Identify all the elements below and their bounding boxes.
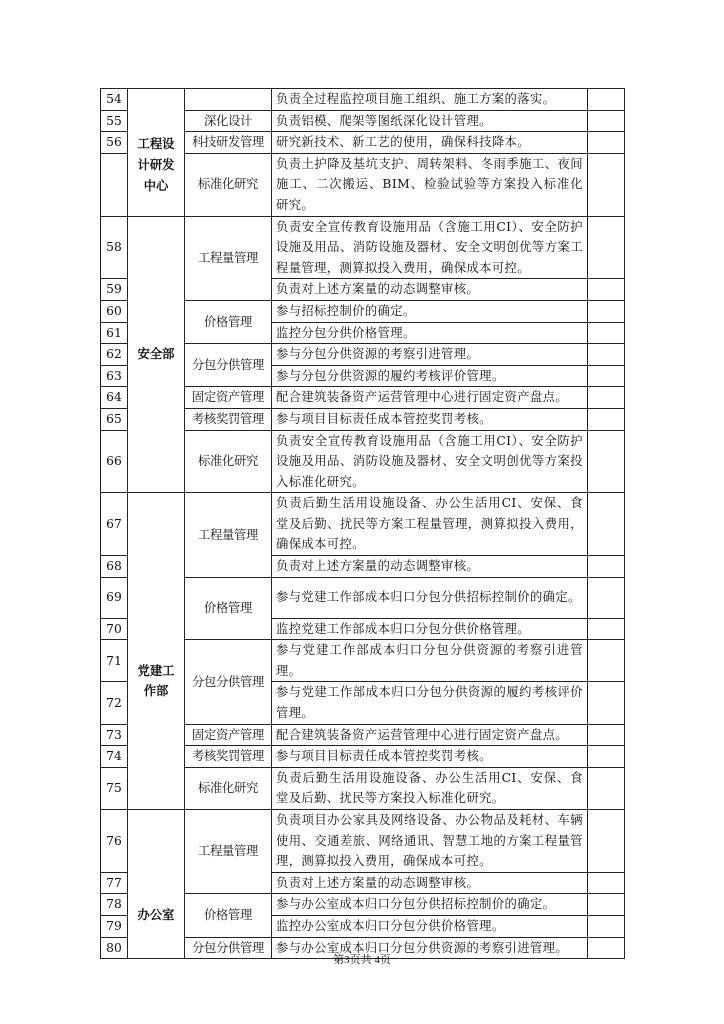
row-number: 63 — [101, 365, 128, 387]
category-cell: 标准化研究 — [185, 153, 272, 216]
description-cell: 负责后勤生活用设施设备、办公生活用CI、安保、食堂及后勤、扰民等方案投入标准化研究。 — [272, 767, 588, 809]
category-cell: 固定资产管理 — [185, 724, 272, 746]
row-number: 60 — [101, 300, 128, 322]
blank-cell — [588, 767, 625, 809]
category-cell: 工程量管理 — [185, 216, 272, 300]
row-number: 70 — [101, 618, 128, 640]
department-name: 工程设计研发中心 — [137, 137, 175, 193]
row-number: 80 — [101, 937, 128, 959]
row-number: 59 — [101, 279, 128, 301]
table-row — [101, 493, 625, 556]
department-cell — [128, 493, 185, 810]
row-number: 71 — [101, 640, 128, 682]
row-number: 56 — [101, 132, 128, 154]
category-cell: 分包分供管理 — [185, 344, 272, 387]
page-footer: 第3页共 4页 — [333, 954, 391, 966]
description-cell: 负责安全宣传教育设施用品（含施工用CI）、安全防护设施及用品、消防设施及器材、安全文明创优等方案投入标准化研究。 — [272, 430, 588, 493]
blank-cell — [588, 300, 625, 322]
row-number: 75 — [101, 767, 128, 809]
category-cell: 考核奖罚管理 — [185, 408, 272, 430]
description-cell: 负责对上述方案量的动态调整审核。 — [272, 872, 588, 894]
department-cell — [128, 89, 185, 217]
blank-cell — [588, 344, 625, 366]
blank-cell — [588, 872, 625, 894]
department-name: 党建工作部 — [137, 663, 175, 699]
blank-cell — [588, 110, 625, 132]
row-number: 78 — [101, 894, 128, 916]
description-cell: 参与办公室成本归口分包分供资源的考察引进管理。 — [272, 937, 588, 959]
row-number: 79 — [101, 915, 128, 937]
description-cell: 参与党建工作部成本归口分包分供资源的履约考核评价管理。 — [272, 682, 588, 724]
description-cell: 参与招标控制价的确定。 — [272, 300, 588, 322]
category-cell: 标准化研究 — [185, 430, 272, 493]
category-cell: 分包分供管理 — [185, 640, 272, 724]
row-number: 61 — [101, 322, 128, 344]
row-number: 72 — [101, 682, 128, 724]
blank-cell — [588, 894, 625, 916]
row-number: 62 — [101, 344, 128, 366]
row-number: 54 — [101, 89, 128, 111]
description-cell: 负责全过程监控项目施工组织、施工方案的落实。 — [272, 89, 588, 111]
row-number: 73 — [101, 724, 128, 746]
row-number: 69 — [101, 577, 128, 618]
cost-responsibility-table — [100, 88, 625, 959]
blank-cell — [588, 322, 625, 344]
row-number — [101, 153, 128, 216]
blank-cell — [588, 132, 625, 154]
description-cell: 配合建筑装备资产运营管理中心进行固定资产盘点。 — [272, 724, 588, 746]
row-number: 67 — [101, 493, 128, 556]
blank-cell — [588, 216, 625, 279]
description-cell: 参与党建工作部成本归口分包分供招标控制价的确定。 — [272, 577, 588, 618]
category-cell: 工程量管理 — [185, 493, 272, 577]
table-row — [101, 810, 625, 873]
description-cell: 参与分包分供资源的履约考核评价管理。 — [272, 365, 588, 387]
blank-cell — [588, 682, 625, 724]
description-cell: 负责土护降及基坑支护、周转架料、冬雨季施工、夜间施工、二次搬运、BIM、检验试验等方案投入标准化研究。 — [272, 153, 588, 216]
description-cell: 配合建筑装备资产运营管理中心进行固定资产盘点。 — [272, 387, 588, 409]
row-number: 58 — [101, 216, 128, 279]
row-number: 65 — [101, 408, 128, 430]
category-cell — [185, 89, 272, 111]
blank-cell — [588, 89, 625, 111]
blank-cell — [588, 640, 625, 682]
description-cell: 监控办公室成本归口分包分供价格管理。 — [272, 915, 588, 937]
blank-cell — [588, 387, 625, 409]
blank-cell — [588, 746, 625, 768]
description-cell: 研究新技术、新工艺的使用，确保科技降本。 — [272, 132, 588, 154]
category-cell: 价格管理 — [185, 300, 272, 343]
blank-cell — [588, 493, 625, 556]
row-number: 66 — [101, 430, 128, 493]
row-number: 64 — [101, 387, 128, 409]
category-cell: 分包分供管理 — [185, 937, 272, 959]
blank-cell — [588, 915, 625, 937]
blank-cell — [588, 724, 625, 746]
category-cell: 标准化研究 — [185, 767, 272, 809]
description-cell: 参与分包分供资源的考察引进管理。 — [272, 344, 588, 366]
row-number: 74 — [101, 746, 128, 768]
blank-cell — [588, 408, 625, 430]
table-row — [101, 89, 625, 111]
blank-cell — [588, 153, 625, 216]
category-cell: 固定资产管理 — [185, 387, 272, 409]
description-cell: 监控分包分供价格管理。 — [272, 322, 588, 344]
row-number: 76 — [101, 810, 128, 873]
description-cell: 参与项目目标责任成本管控奖罚考核。 — [272, 408, 588, 430]
description-cell: 参与项目目标责任成本管控奖罚考核。 — [272, 746, 588, 768]
description-cell: 参与办公室成本归口分包分供招标控制价的确定。 — [272, 894, 588, 916]
description-cell: 负责安全宣传教育设施用品（含施工用CI）、安全防护设施及用品、消防设施及器材、安全文明创优等方案工程量管理，测算拟投入费用，确保成本可控。 — [272, 216, 588, 279]
blank-cell — [588, 618, 625, 640]
category-cell: 科技研发管理 — [185, 132, 272, 154]
description-cell: 参与党建工作部成本归口分包分供资源的考察引进管理。 — [272, 640, 588, 682]
description-cell: 负责后勤生活用设施设备、办公生活用CI、安保、食堂及后勤、扰民等方案工程量管理，测算拟投入费用，确保成本可控。 — [272, 493, 588, 556]
blank-cell — [588, 279, 625, 301]
department-cell: 安全部 — [128, 216, 185, 493]
description-cell: 监控党建工作部成本归口分包分供价格管理。 — [272, 618, 588, 640]
row-number: 55 — [101, 110, 128, 132]
category-cell: 工程量管理 — [185, 810, 272, 894]
department-cell — [128, 810, 185, 959]
description-cell: 负责铝模、爬架等图纸深化设计管理。 — [272, 110, 588, 132]
department-name: 办公室 — [137, 907, 175, 922]
row-number: 68 — [101, 556, 128, 578]
category-cell: 深化设计 — [185, 110, 272, 132]
blank-cell — [588, 810, 625, 873]
table-row — [101, 216, 625, 279]
blank-cell — [588, 365, 625, 387]
category-cell: 价格管理 — [185, 577, 272, 640]
category-cell: 考核奖罚管理 — [185, 746, 272, 768]
category-cell: 价格管理 — [185, 894, 272, 937]
description-cell: 负责对上述方案量的动态调整审核。 — [272, 556, 588, 578]
row-number: 77 — [101, 872, 128, 894]
description-cell: 负责对上述方案量的动态调整审核。 — [272, 279, 588, 301]
description-cell: 负责项目办公家具及网络设备、办公物品及耗材、车辆使用、交通差旅、网络通讯、智慧工地的方案工程量管理，测算拟投入费用，确保成本可控。 — [272, 810, 588, 873]
blank-cell — [588, 577, 625, 618]
blank-cell — [588, 556, 625, 578]
blank-cell — [588, 430, 625, 493]
